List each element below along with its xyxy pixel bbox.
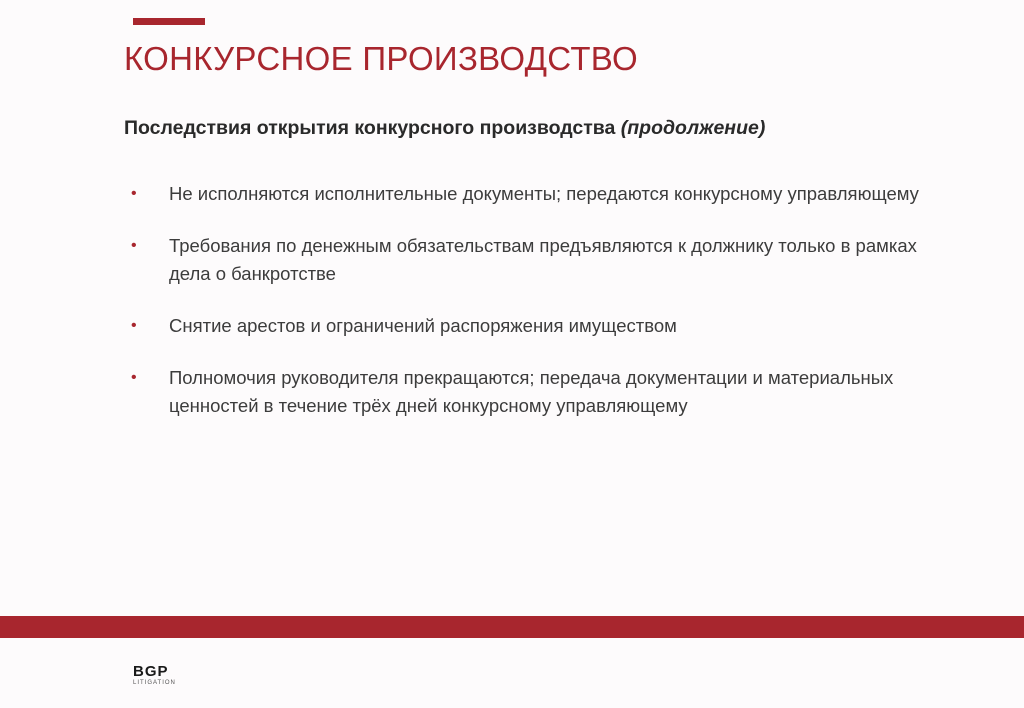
bullet-item <box>131 180 931 208</box>
footer-band <box>0 616 1024 638</box>
logo-main-text: BGP <box>133 663 169 680</box>
slide-subtitle <box>124 117 765 140</box>
bullet-text: Снятие арестов и ограничений распоряжения имуществом <box>169 315 677 336</box>
subtitle-main-text: Последствия открытия конкурсного производства <box>124 117 621 139</box>
company-logo <box>133 664 176 688</box>
logo-sub-text: LITIGATION <box>133 680 176 686</box>
subtitle-emphasis-text: (продолжение) <box>620 117 766 139</box>
bullet-text: Требования по денежным обязательствам предъявляются к должнику только в рамках дела о банкротстве <box>169 235 917 284</box>
bullet-icon: • <box>131 237 137 254</box>
bullet-text: Не исполняются исполнительные документы; передаются конкурсному управляющему <box>169 183 919 204</box>
bullet-icon: • <box>131 369 137 386</box>
bullet-item <box>131 312 931 340</box>
title-accent-bar <box>133 18 205 25</box>
bullet-text: Полномочия руководителя прекращаются; передача документации и материальных ценностей в течение трёх дней конкурсному управляющему <box>169 367 894 416</box>
slide-title: КОНКУРСНОЕ ПРОИЗВОДСТВО <box>124 40 638 77</box>
bullet-icon: • <box>131 185 137 202</box>
bullet-list <box>131 180 931 444</box>
bullet-item <box>131 364 931 420</box>
bullet-item <box>131 232 931 288</box>
bullet-icon: • <box>131 317 137 334</box>
